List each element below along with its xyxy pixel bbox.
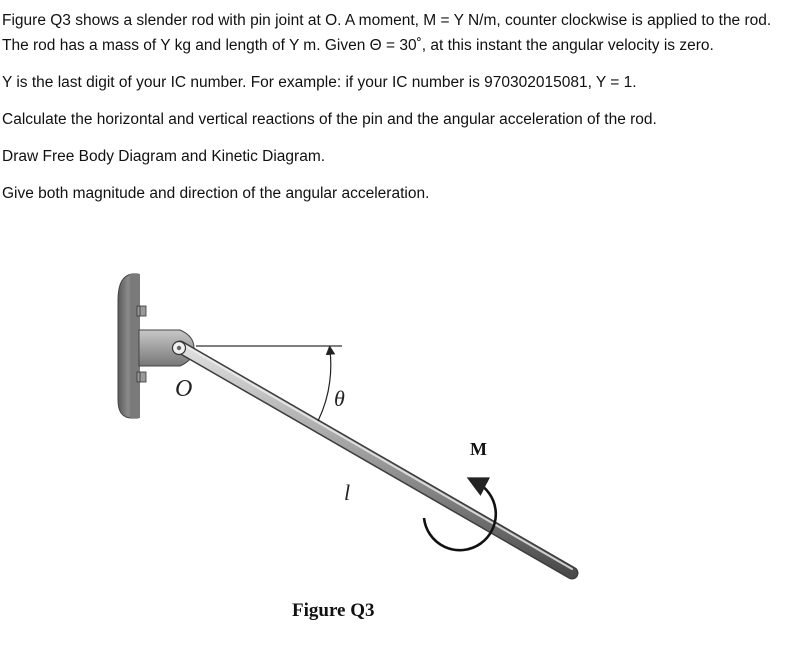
moment-label: M: [470, 439, 487, 459]
problem-paragraph-1: Figure Q3 shows a slender rod with pin joint at O. A moment, M = Y N/m, counter clockwise is applied to the rod. The rod has a mass of Y kg and length of Y m. Given Θ = 30˚, at this instant the angular velocity is zero.: [2, 12, 772, 54]
length-label: l: [344, 480, 351, 505]
angle-label: θ: [334, 386, 345, 411]
problem-paragraph-4: Draw Free Body Diagram and Kinetic Diagram.: [2, 148, 326, 165]
pin-joint: [173, 342, 186, 355]
figure-q3: [0, 260, 789, 658]
figure-caption: Figure Q3: [292, 600, 375, 621]
pin-label: O: [175, 376, 193, 402]
problem-statement: [2, 8, 782, 218]
slender-rod: [180, 344, 572, 573]
problem-paragraph-5: Give both magnitude and direction of the angular acceleration.: [2, 185, 430, 202]
bolt-bottom: [137, 372, 146, 382]
bolt-top: [137, 306, 146, 316]
angle-arc: [318, 350, 331, 421]
problem-paragraph-2: Y is the last digit of your IC number. For example: if your IC number is 970302015081, Y = 1.: [2, 74, 637, 91]
problem-paragraph-3: Calculate the horizontal and vertical reactions of the pin and the angular acceleration of the rod.: [2, 111, 657, 128]
